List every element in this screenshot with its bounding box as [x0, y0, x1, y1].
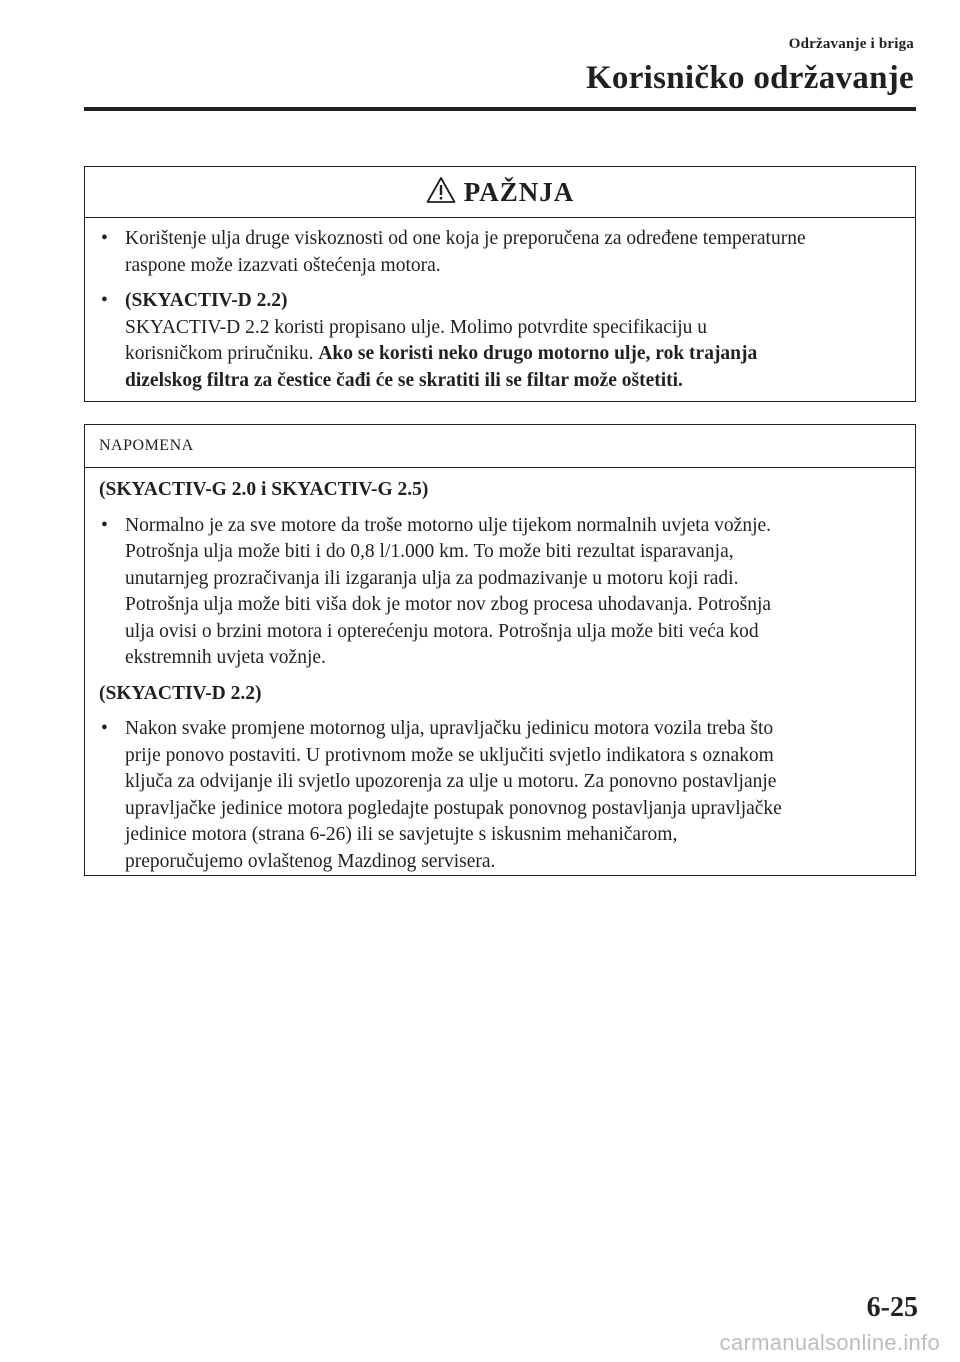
text-line: Potrošnja ulja može biti i do 0,8 l/1.000 km. To može biti rezultat isparavanja,: [125, 541, 734, 562]
text-line: upravljačke jedinice motora pogledajte postupak ponovnog postavljanja upravljačke: [125, 797, 782, 819]
note-box: [84, 424, 916, 876]
text-line: Potrošnja ulja može biti viša dok je motor nov zbog procesa uhodavanja. Potrošnja: [125, 594, 772, 615]
bullet: •: [101, 514, 108, 536]
caution-body: [85, 218, 915, 394]
text-normal: korisničkom priručniku.: [125, 343, 319, 364]
header-section-label: Održavanje i briga: [788, 36, 914, 52]
item-heading: (SKYACTIV-D 2.2): [125, 290, 288, 311]
text-line: ekstremnih uvjeta vožnje.: [125, 647, 326, 668]
note-title: NAPOMENA: [99, 437, 194, 454]
page-number: 6-25: [866, 1292, 918, 1323]
text-line: raspone može izazvati oštećenja motora.: [125, 254, 441, 276]
caution-header: [85, 167, 915, 218]
section-heading: (SKYACTIV-D 2.2): [99, 682, 262, 704]
page-title: Korisničko održavanje: [585, 60, 914, 96]
text-line: ulja ovisi o brzini motora i opterećenju motora. Potrošnja ulja može biti veća kod: [125, 620, 759, 642]
text-line: unutarnjeg prozračivanja ili izgaranja ulja za podmazivanje u motoru koji radi.: [125, 567, 739, 589]
text-line: preporučujemo ovlaštenog Mazdinog servisera.: [125, 850, 496, 872]
text-line: [125, 341, 901, 368]
list-item: [99, 288, 901, 394]
text-line: prije ponovo postaviti. U protivnom može se uključiti svjetlo indikatora s oznakom: [125, 744, 774, 766]
bullet: •: [101, 290, 108, 311]
warning-triangle-icon: [426, 176, 456, 204]
list-item: [99, 716, 901, 875]
note-header: [85, 425, 915, 468]
text-line: jedinice motora (strana 6-26) ili se savjetujte s iskusnim mehaničarom,: [125, 824, 678, 845]
caution-box: [84, 166, 916, 402]
header-divider: [84, 107, 916, 111]
watermark: carmanualsonline.info: [719, 1330, 940, 1355]
text-line: dizelskog filtra za čestice čađi će se skratiti ili se filtar može oštetiti.: [125, 369, 683, 391]
bullet: •: [101, 718, 108, 739]
bullet: •: [101, 228, 108, 249]
list-item: [99, 226, 901, 279]
text-line: Korištenje ulja druge viskoznosti od one koja je preporučena za određene temperaturne: [125, 228, 806, 249]
list-item: [99, 513, 901, 672]
section-heading: (SKYACTIV-G 2.0 i SKYACTIV-G 2.5): [99, 479, 429, 500]
caution-title: PAŽNJA: [463, 176, 575, 207]
text-line: SKYACTIV-D 2.2 koristi propisano ulje. Molimo potvrdite specifikaciju u: [125, 316, 708, 338]
text-line: ključa za odvijanje ili svjetlo upozorenja za ulje u motoru. Za ponovno postavljanje: [125, 771, 777, 792]
text-line: Nakon svake promjene motornog ulja, upravljačku jedinicu motora vozila treba što: [125, 718, 774, 739]
text-line: Normalno je za sve motore da troše motorno ulje tijekom normalnih uvjeta vožnje.: [125, 514, 772, 536]
text-bold: Ako se koristi neko drugo motorno ulje, rok trajanja: [318, 343, 758, 364]
note-body: [85, 468, 915, 875]
